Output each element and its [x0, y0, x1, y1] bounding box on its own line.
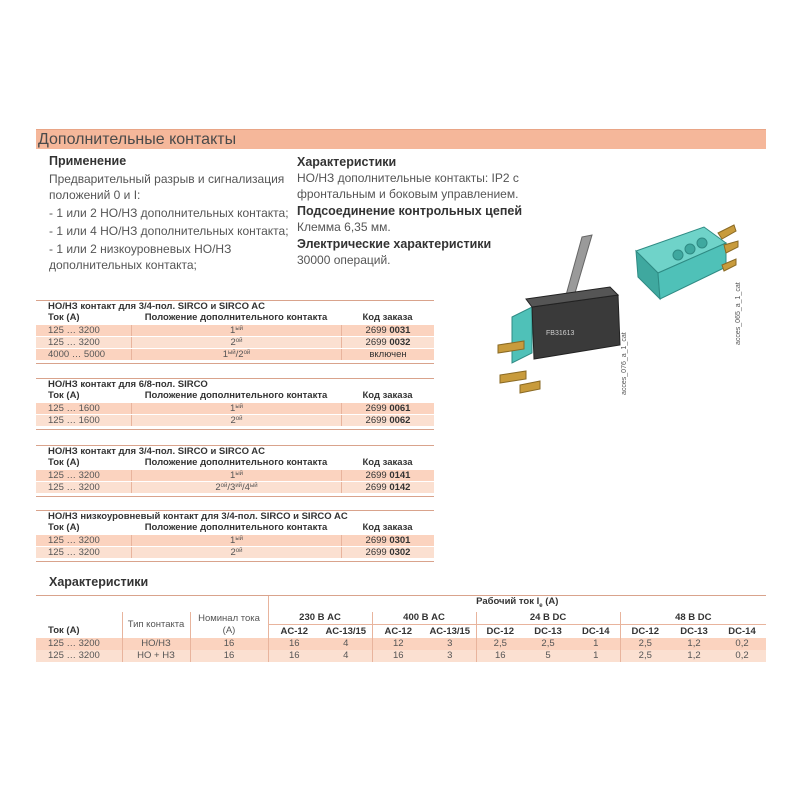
- cell-value: 16: [476, 650, 524, 662]
- cell-value: 16: [268, 650, 320, 662]
- table-row: [36, 650, 766, 662]
- table-row: [36, 324, 434, 336]
- cell-type: НО/НЗ: [122, 638, 190, 650]
- col-position: Положение дополнительного контакта: [144, 457, 328, 468]
- cell-value: 1,2: [670, 638, 718, 650]
- col-position: Положение дополнительного контакта: [144, 522, 328, 533]
- sub-header: DC-13: [680, 625, 708, 637]
- cell-current: 125 … 1600: [48, 403, 100, 414]
- cell-code: [341, 470, 434, 481]
- cell-value: 3: [424, 650, 476, 662]
- pos-sup: ой: [243, 350, 251, 356]
- cell-value: 16: [372, 650, 424, 662]
- code-suffix: 0301: [389, 535, 411, 546]
- sub-header: DC-12: [476, 625, 524, 638]
- nominal-header: Номинал тока (А): [190, 612, 268, 638]
- code-suffix: 0141: [389, 470, 411, 481]
- cell-code: [341, 403, 434, 414]
- cell-value: 4: [320, 638, 372, 650]
- working-unit: (А): [542, 596, 559, 607]
- table-row: [36, 402, 434, 414]
- table-header: [36, 522, 434, 534]
- photo-caption: acces_065_a_1_cat: [735, 282, 742, 345]
- cell-position: [131, 470, 341, 481]
- cell-value: 4: [320, 650, 372, 662]
- pos-sup: ый: [235, 326, 243, 332]
- table-title: НО/НЗ низкоуровневый контакт для 3/4-пол. SIRCO и SIRCO AC: [36, 510, 434, 522]
- cell-position: [131, 325, 341, 336]
- pos-num: 1: [222, 349, 228, 360]
- pos-num: 2: [230, 415, 236, 426]
- cell-value: 5: [524, 650, 572, 662]
- table-title: НО/НЗ контакт для 3/4-пол. SIRCO и SIRCO AC: [36, 445, 434, 457]
- application-heading: Применение: [49, 154, 127, 168]
- code-prefix: включен: [369, 349, 407, 360]
- cell-position: [131, 415, 341, 426]
- pos-num: 1: [230, 403, 236, 414]
- cell-code: [341, 349, 434, 360]
- code-prefix: 2699: [365, 403, 390, 414]
- code-suffix: 0302: [389, 547, 411, 558]
- cell-position: [131, 482, 341, 493]
- cell-value: 1: [572, 638, 620, 650]
- switch-label: FB31613: [546, 330, 575, 337]
- pos-sup: ый: [235, 404, 243, 410]
- col-current: Ток (А): [48, 312, 80, 323]
- table-bottom-rule: [36, 360, 434, 364]
- pos-sup: ой: [220, 483, 228, 489]
- working-current-header: [268, 596, 766, 612]
- char-table-title: Характеристики: [49, 575, 149, 589]
- code-prefix: 2699: [365, 470, 390, 481]
- sub-header: DC-13: [534, 625, 562, 637]
- table-row: [36, 481, 434, 493]
- cell-value: 0,2: [718, 638, 766, 650]
- code-prefix: 2699: [365, 337, 390, 348]
- application-item: - 1 или 2 НО/НЗ дополнительных контакта;: [49, 206, 289, 220]
- cell-current: 125 … 3200: [36, 638, 122, 650]
- pos-sup: ый: [235, 536, 243, 542]
- switch-photo-button: [630, 215, 740, 305]
- type-header: Тип контакта: [122, 612, 190, 638]
- electrical-text: 30000 операций.: [297, 253, 391, 267]
- cell-code: [341, 337, 434, 348]
- pos-num: 2: [215, 482, 221, 493]
- table-bottom-rule: [36, 426, 434, 430]
- pos-sup: ый: [235, 471, 243, 477]
- code-prefix: 2699: [365, 547, 390, 558]
- sub-header: AC-12: [268, 625, 320, 638]
- characteristics-text: НО/НЗ дополнительные контакты: IP2 с фронтальным и боковым управлением.: [297, 171, 519, 201]
- cell-position: [131, 337, 341, 348]
- table-title: НО/НЗ контакт для 6/8-пол. SIRCO: [36, 378, 434, 390]
- table-header: [36, 312, 434, 324]
- pos-num: 2: [230, 337, 236, 348]
- section-title: Дополнительные контакты: [38, 131, 237, 148]
- cell-value: 2,5: [620, 650, 670, 662]
- characteristics-heading: Характеристики: [297, 155, 397, 169]
- pos-sup: ый: [227, 350, 236, 356]
- cell-value: 0,2: [718, 650, 766, 662]
- cell-code: [341, 415, 434, 426]
- cell-current: 125 … 3200: [48, 470, 100, 481]
- cell-current: 125 … 3200: [36, 650, 122, 662]
- table-row: [36, 336, 434, 348]
- code-suffix: 0062: [389, 415, 411, 426]
- code-prefix: 2699: [365, 325, 390, 336]
- cell-nominal: 16: [190, 638, 268, 650]
- group-48-header: 48 В DC: [620, 612, 766, 625]
- sub-header: DC-14: [728, 625, 756, 637]
- col-position: Положение дополнительного контакта: [144, 312, 328, 323]
- col-position: Положение дополнительного контакта: [144, 390, 328, 401]
- table-bottom-rule: [36, 558, 434, 562]
- working-sub: e: [539, 602, 543, 609]
- working-label: Рабочий ток I: [476, 596, 540, 607]
- section-header: [36, 129, 766, 149]
- wiring-heading: Подсоединение контрольных цепей: [297, 204, 522, 218]
- cell-value: 2,5: [620, 638, 670, 650]
- code-prefix: 2699: [365, 415, 390, 426]
- application-intro: Предварительный разрыв и сигнализация положений 0 и I:: [49, 172, 285, 202]
- order-table-2: [36, 378, 434, 430]
- cell-type: НО + НЗ: [122, 650, 190, 662]
- group-400-header: 400 В AC: [372, 612, 476, 625]
- cell-current: 4000 … 5000: [48, 349, 106, 360]
- cell-value: 12: [372, 638, 424, 650]
- application-item: - 1 или 2 низкоуровневых НО/НЗ дополнительных контакта;: [49, 242, 232, 272]
- pos-sup: ий: [235, 483, 243, 489]
- sub-header: AC-13/15: [429, 625, 471, 637]
- group-230-header: 230 В AC: [268, 612, 372, 625]
- table-row: [36, 414, 434, 426]
- cell-position: [131, 403, 341, 414]
- cell-position: [131, 547, 341, 558]
- cell-value: 3: [424, 638, 476, 650]
- pos-sup: ой: [235, 338, 243, 344]
- cell-current: 125 … 3200: [48, 547, 100, 558]
- pos-num: 2: [230, 547, 236, 558]
- characteristics-table: [36, 595, 766, 662]
- wiring-text: Клемма 6,35 мм.: [297, 220, 391, 234]
- cell-value: 1,2: [670, 650, 718, 662]
- table-bottom-rule: [36, 493, 434, 497]
- order-table-4: [36, 510, 434, 562]
- cell-value: 1: [572, 650, 620, 662]
- application-item: - 1 или 4 НО/НЗ дополнительных контакта;: [49, 224, 289, 238]
- sub-header: DC-12: [620, 625, 670, 638]
- table-row: [36, 348, 434, 360]
- order-table-3: [36, 445, 434, 497]
- cell-current: 125 … 3200: [48, 535, 100, 546]
- pos-sup: ый: [249, 483, 258, 489]
- code-prefix: 2699: [365, 482, 390, 493]
- cell-value: 2,5: [476, 638, 524, 650]
- code-prefix: 2699: [365, 535, 390, 546]
- code-suffix: 0142: [389, 482, 411, 493]
- table-row: [36, 469, 434, 481]
- group-24-header: 24 В DC: [476, 612, 620, 625]
- col-code: Код заказа: [362, 457, 413, 468]
- current-header: Ток (А): [48, 625, 80, 637]
- code-suffix: 0061: [389, 403, 411, 414]
- pos-num: 1: [230, 325, 236, 336]
- photo-caption: acces_076_a_1_cat: [621, 332, 628, 395]
- code-suffix: 0032: [389, 337, 411, 348]
- order-table-1: [36, 300, 434, 364]
- table-row: [36, 546, 434, 558]
- cell-current: 125 … 3200: [48, 482, 100, 493]
- switch-photo-lever: [490, 225, 630, 395]
- pos-sup: ой: [235, 416, 243, 422]
- cell-code: [341, 482, 434, 493]
- cell-current: 125 … 1600: [48, 415, 100, 426]
- pos-sup: ой: [235, 548, 243, 554]
- application-block: [49, 153, 289, 273]
- table-row: [36, 534, 434, 546]
- cell-position: [131, 349, 341, 360]
- cell-code: [341, 325, 434, 336]
- pos-num: 1: [230, 470, 236, 481]
- cell-code: [341, 547, 434, 558]
- cell-value: 16: [268, 638, 320, 650]
- code-suffix: 0031: [389, 325, 411, 336]
- cell-current: 125 … 3200: [48, 325, 100, 336]
- table-title: НО/НЗ контакт для 3/4-пол. SIRCO и SIRCO AC: [36, 300, 434, 312]
- pos-num: /3: [227, 482, 236, 493]
- col-current: Ток (А): [48, 522, 80, 533]
- col-current: Ток (А): [48, 457, 80, 468]
- cell-current: 125 … 3200: [48, 337, 100, 348]
- col-code: Код заказа: [362, 390, 413, 401]
- pos-num: /4: [242, 482, 250, 493]
- table-header: [36, 390, 434, 402]
- electrical-heading: Электрические характеристики: [297, 237, 492, 251]
- cell-nominal: 16: [190, 650, 268, 662]
- table-header: [36, 457, 434, 469]
- col-current: Ток (А): [48, 390, 80, 401]
- pos-num: /2: [235, 349, 244, 360]
- col-code: Код заказа: [362, 312, 413, 323]
- sub-header: AC-12: [372, 625, 424, 638]
- pos-num: 1: [230, 535, 236, 546]
- table-row: [36, 638, 766, 650]
- cell-value: 2,5: [524, 638, 572, 650]
- cell-position: [131, 535, 341, 546]
- sub-header: DC-14: [582, 625, 610, 637]
- cell-code: [341, 535, 434, 546]
- col-code: Код заказа: [362, 522, 413, 533]
- sub-header: AC-13/15: [325, 625, 367, 637]
